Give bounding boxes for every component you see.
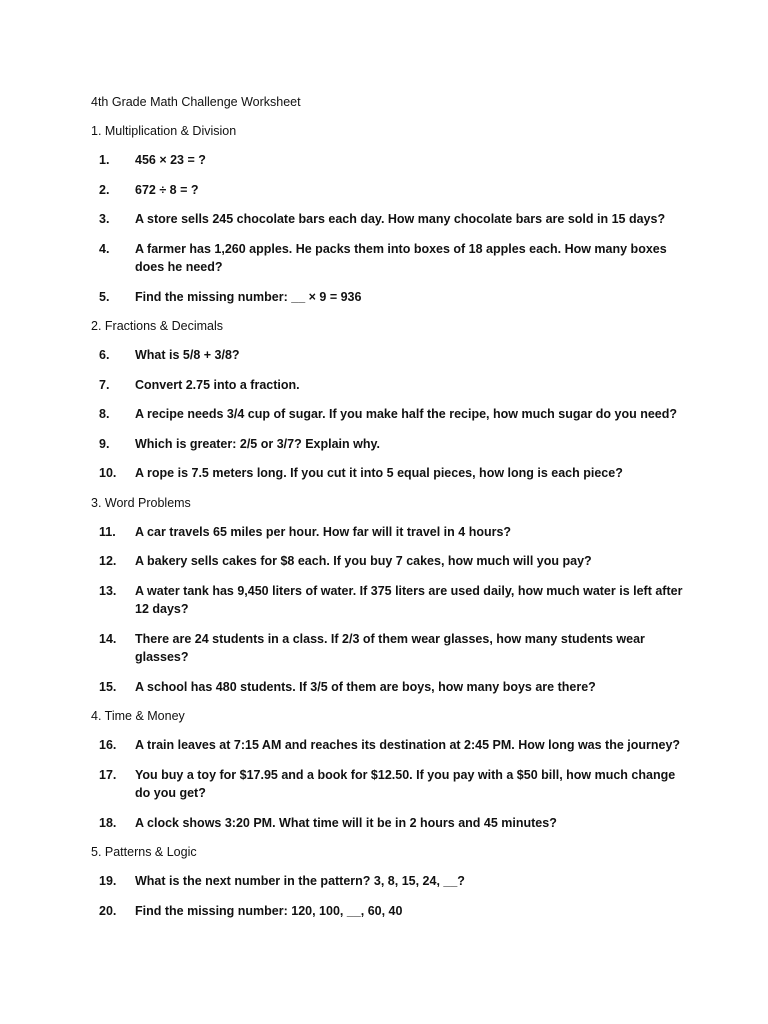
problem-text: You buy a toy for $17.95 and a book for $12.50. If you pay with a $50 bill, how much change do you get? [135,767,676,800]
problem-number: 12. [99,554,117,568]
section-multiplication-division [91,122,691,306]
problem-text: Find the missing number: 120, 100, __, 60, 40 [135,903,403,918]
problem-number: 2. [99,182,110,197]
problem-number: 6. [99,348,110,362]
problem-number: 4. [99,241,110,256]
problem-item [91,405,691,424]
problem-item [91,523,691,542]
problem-number: 16. [99,738,117,752]
worksheet-title: 4th Grade Math Challenge Worksheet [91,95,301,109]
problem-item [91,210,691,229]
problem-text: A school has 480 students. If 3/5 of them are boys, how many boys are there? [135,679,596,694]
section-patterns-logic [91,843,691,920]
section-heading: 5. Patterns & Logic [91,845,197,859]
problem-text: A rope is 7.5 meters long. If you cut it into 5 equal pieces, how long is each piece? [135,466,623,480]
problem-text: There are 24 students in a class. If 2/3 of them wear glasses, how many students wear glasses? [135,631,645,664]
problem-number: 5. [99,289,110,304]
section-time-money [91,707,691,832]
problem-item [91,766,691,803]
problem-text: A car travels 65 miles per hour. How far will it travel in 4 hours? [135,524,512,539]
problem-item [91,376,691,395]
problem-list [91,872,691,920]
problem-item [91,902,691,921]
problem-number: 13. [99,583,117,598]
problem-number: 19. [99,874,117,888]
problem-text: What is 5/8 + 3/8? [135,348,240,362]
problem-list [91,736,691,832]
problem-text: 672 ÷ 8 = ? [135,182,199,197]
problem-list [91,151,691,306]
problem-item [91,678,691,697]
section-heading: 1. Multiplication & Division [91,124,237,138]
problem-text: A farmer has 1,260 apples. He packs them into boxes of 18 apples each. How many boxes does he need? [135,241,667,274]
problem-number: 20. [99,903,117,918]
problem-item [91,435,691,454]
section-heading: 3. Word Problems [91,495,191,510]
problem-text: A recipe needs 3/4 cup of sugar. If you make half the recipe, how much sugar do you need? [135,407,678,421]
problem-text: What is the next number in the pattern? 3, 8, 15, 24, __? [135,874,465,888]
problem-number: 1. [99,153,110,167]
problem-item [91,582,691,619]
problem-item [91,814,691,833]
problem-text: A water tank has 9,450 liters of water. If 375 liters are used daily, how much water is left after 12 days? [135,583,683,616]
problem-item [91,181,691,200]
section-fractions-decimals [91,317,691,483]
problem-item [91,872,691,891]
problem-text: A bakery sells cakes for $8 each. If you buy 7 cakes, how much will you pay? [135,554,592,568]
problem-text: A clock shows 3:20 PM. What time will it be in 2 hours and 45 minutes? [135,815,557,830]
problem-item [91,288,691,307]
problem-number: 10. [99,466,117,480]
problem-text: 456 × 23 = ? [135,153,206,167]
problem-item [91,151,691,170]
problem-number: 14. [99,631,117,646]
problem-item [91,464,691,483]
problem-number: 17. [99,767,117,782]
problem-item [91,630,691,667]
problem-text: A train leaves at 7:15 AM and reaches its destination at 2:45 PM. How long was the journey? [135,738,681,752]
section-heading: 4. Time & Money [91,709,185,723]
problem-list [91,523,691,697]
problem-number: 9. [99,436,110,451]
problem-text: A store sells 245 chocolate bars each day. How many chocolate bars are sold in 15 days? [135,212,666,226]
problem-number: 8. [99,407,110,421]
problem-item [91,240,691,277]
problem-item [91,346,691,365]
problem-number: 18. [99,815,117,830]
problem-text: Convert 2.75 into a fraction. [135,377,300,392]
problem-number: 7. [99,377,110,392]
worksheet-page [91,93,691,931]
problem-number: 15. [99,679,117,694]
problem-number: 11. [99,524,116,539]
problem-text: Which is greater: 2/5 or 3/7? Explain why. [135,436,380,451]
problem-text: Find the missing number: __ × 9 = 936 [135,289,362,304]
problem-list [91,346,691,483]
problem-item [91,736,691,755]
problem-item [91,552,691,571]
problem-number: 3. [99,212,110,226]
section-heading: 2. Fractions & Decimals [91,319,223,333]
section-word-problems [91,494,691,697]
